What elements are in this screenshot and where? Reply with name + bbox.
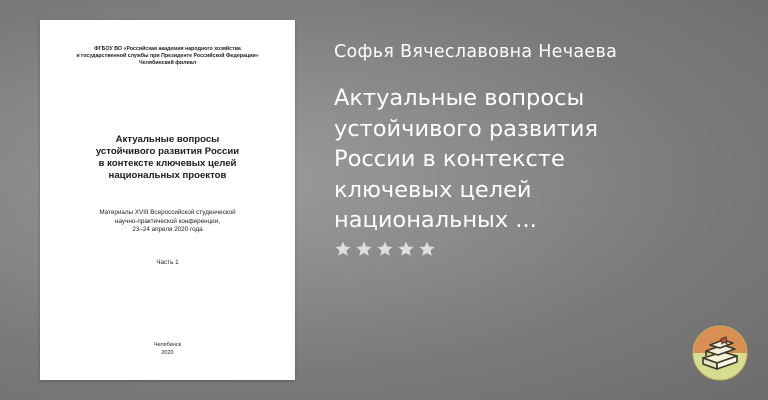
cover-part: Часть 1 [156, 259, 179, 266]
star-icon[interactable] [418, 240, 436, 258]
rating-stars [334, 240, 436, 266]
cover-materials-line: 23–24 апреля 2020 года [132, 226, 203, 233]
cover-title [54, 134, 281, 182]
book-author[interactable]: Софья Вячеславовна Нечаева [334, 42, 618, 62]
star-icon[interactable] [397, 240, 415, 258]
cover-title-line: устойчивого развития России [95, 146, 240, 157]
book-title-line: устойчивого развития [334, 115, 599, 142]
book-title-line: ключевых целей [334, 176, 532, 203]
books-logo-icon[interactable] [692, 325, 748, 381]
cover-institution-line: Челябинский филиал [138, 60, 197, 66]
book-title-line: национальных ... [334, 207, 537, 233]
cover-city: Челябинск [153, 342, 182, 348]
cover-institution-line: ФГБОУ ВО «Российская академия народного хозяйства [94, 46, 241, 52]
cover-title-line: национальных проектов [108, 170, 227, 181]
cover-materials-line: Материалы XVIII Всероссийской студенческой [99, 209, 236, 216]
cover-materials [54, 209, 281, 235]
star-icon[interactable] [355, 240, 373, 258]
cover-year: 2020 [161, 350, 174, 356]
cover-materials-line: научно-практической конференции, [115, 217, 220, 225]
book-title-line: Актуальные вопросы [334, 85, 585, 111]
book-cover[interactable] [40, 20, 295, 380]
star-icon[interactable] [376, 240, 394, 258]
cover-institution-line: и государственной службы при Президенте Российской Федерации» [76, 53, 259, 59]
cover-imprint [40, 341, 295, 357]
book-title[interactable] [334, 83, 744, 236]
star-icon[interactable] [334, 240, 352, 258]
cover-title-line: в контексте ключевых целей [98, 158, 237, 169]
book-title-line: России в контексте [334, 146, 565, 172]
cover-institution [50, 46, 285, 67]
cover-title-line: Актуальные вопросы [115, 134, 220, 145]
